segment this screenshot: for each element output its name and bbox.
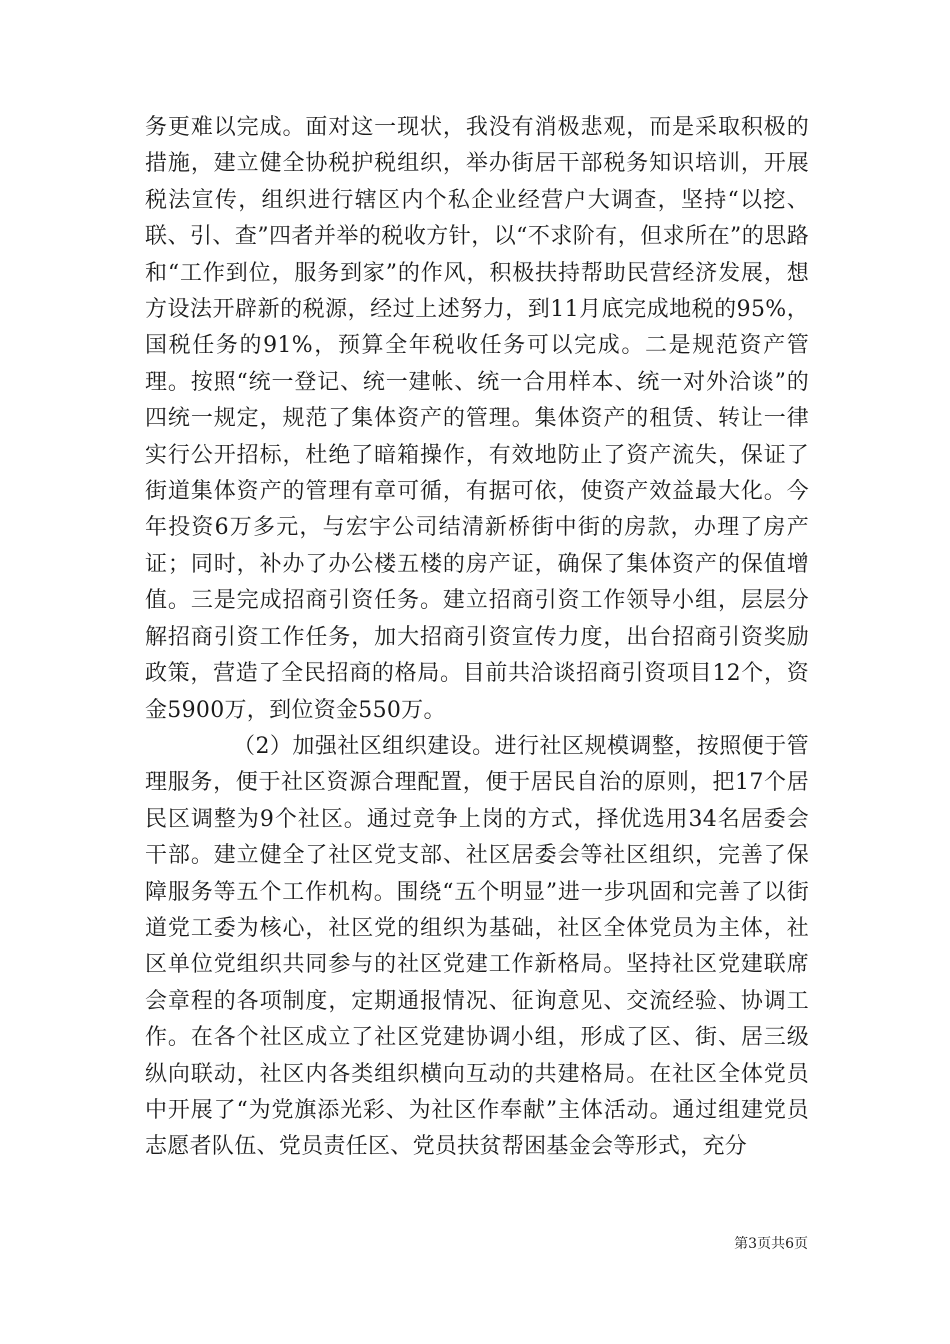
document-body: [145, 110, 809, 1166]
page-number-footer: 第3页共6页: [734, 1236, 808, 1252]
body-paragraph: （2）加强社区组织建设。进行社区规模调整，按照便于管理服务，便于社区资源合理配置，便于居民自治的原则，把17个居民区调整为9个社区。通过竞争上岗的方式，择优选用34名居委会干部。建立健全了社区党支部、社区居委会等社区组织，完善了保障服务等五个工作机构。围绕“五个明显”进一步巩固和完善了以街道党工委为核心，社区党的组织为基础，社区全体党员为主体，社区单位党组织共同参与的社区党建工作新格局。坚持社区党建联席会章程的各项制度，定期通报情况、征询意见、交流经验、协调工作。在各个社区成立了社区党建协调小组，形成了区、街、居三级纵向联动，社区内各类组织横向互动的共建格局。在社区全体党员中开展了“为党旗添光彩、为社区作奉献”主体活动。通过组建党员志愿者队伍、党员责任区、党员扶贫帮困基金会等形式，充分: [145, 733, 809, 1160]
body-paragraph: 务更难以完成。面对这一现状，我没有消极悲观，而是采取积极的措施，建立健全协税护税组织，举办街居干部税务知识培训，开展税法宣传，组织进行辖区内个私企业经营户大调查，坚持“以挖、联、引、查”四者并举的税收方针，以“不求阶有，但求所在”的思路和“工作到位，服务到家”的作风，积极扶持帮助民营经济发展，想方设法开辟新的税源，经过上述努力，到11月底完成地税的95%，国税任务的91%，预算全年税收任务可以完成。二是规范资产管理。按照“统一登记、统一建帐、统一合用样本、统一对外洽谈”的四统一规定，规范了集体资产的管理。集体资产的租赁、转让一律实行公开招标，杜绝了暗箱操作，有效地防止了资产流失，保证了街道集体资产的管理有章可循，有据可依，使资产效益最大化。今年投资6万多元，与宏宇公司结清新桥街中街的房款，办理了房产证；同时，补办了办公楼五楼的房产证，确保了集体资产的保值增值。三是完成招商引资任务。建立招商引资工作领导小组，层层分解招商引资工作任务，加大招商引资宣传力度，出台招商引资奖励政策，营造了全民招商的格局。目前共洽谈招商引资项目12个，资金5900万，到位资金550万。: [145, 115, 809, 723]
